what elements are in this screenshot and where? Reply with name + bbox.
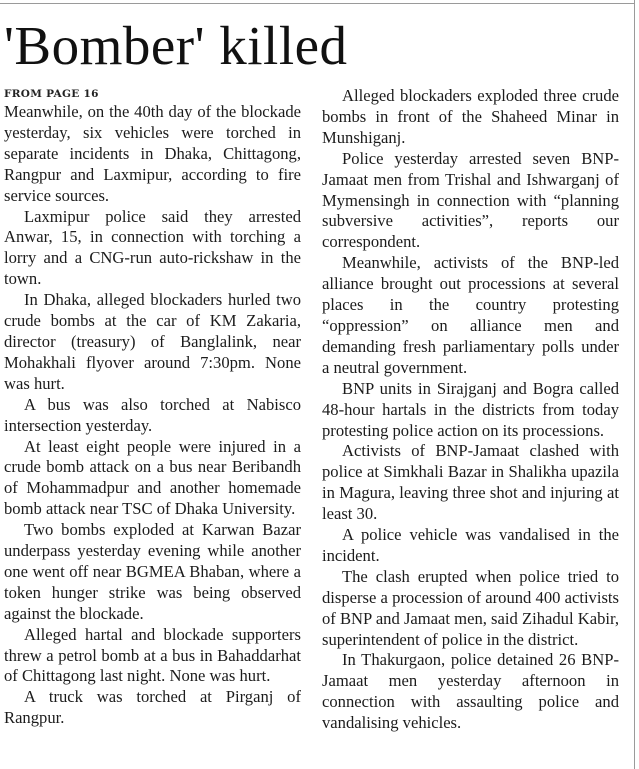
article-body [4, 86, 622, 769]
paragraph: Two bombs exploded at Karwan Bazar underpass yesterday evening while another one went off near BGMEA Bhaban, where a token hunger strike was being observed against the blockade. [4, 520, 301, 623]
paragraph: Meanwhile, activists of the BNP-led alliance brought out processions at several places in the country protesting “oppression” on alliance men and demanding fresh parliamentary polls under a neutral government. [322, 253, 619, 377]
paragraph: A bus was also torched at Nabisco intersection yesterday. [4, 394, 301, 435]
paragraph: Laxmipur police said they arrested Anwar, 15, in connection with torching a lorry and a CNG-run auto-rickshaw in the town. [4, 206, 301, 289]
paragraph: In Thakurgaon, police detained 26 BNP-Jamaat men yesterday afternoon in connection with assaulting police and vandalising vehicles. [322, 650, 619, 733]
paragraph: BNP units in Sirajganj and Bogra called 48-hour hartals in the districts from today protesting police action on its processions. [322, 378, 619, 440]
paragraph: Police yesterday arrested seven BNP-Jamaat men from Trishal and Ishwarganj of Mymensingh in connection with “planning subversive activities”, reports our correspondent. [322, 148, 619, 252]
paragraph: At least eight people were injured in a crude bomb attack on a bus near Beribandh of Mohammadpur and another homemade bomb attack near TSC of Dhaka University. [4, 436, 301, 519]
article-headline: 'Bomber' killed [4, 15, 348, 76]
paragraph: A police vehicle was vandalised in the incident. [322, 525, 619, 565]
paragraph: In Dhaka, alleged blockaders hurled two crude bombs at the car of KM Zakaria, director (treasury) of Banglalink, near Mohakhali flyover around 7:30pm. None was hurt. [4, 290, 301, 393]
continuation-kicker: FROM PAGE 16 [4, 88, 99, 100]
paragraph: Activists of BNP-Jamaat clashed with police at Simkhali Bazar in Shalikha upazila in Magura, leaving three shot and injuring at least 30. [322, 441, 619, 524]
left-column [4, 86, 301, 769]
paragraph: A truck was torched at Pirganj of Rangpur. [4, 687, 301, 728]
paragraph: Alleged blockaders exploded three crude bombs in front of the Shaheed Minar in Munshiganj. [322, 86, 619, 147]
right-column [322, 86, 619, 769]
top-border-rule [0, 3, 635, 4]
paragraph: Meanwhile, on the 40th day of the blockade yesterday, six vehicles were torched in separate incidents in Dhaka, Chittagong, Rangpur and Laxmipur, according to fire service sources. [4, 102, 301, 205]
right-border-rule [634, 0, 635, 769]
paragraph: Alleged hartal and blockade supporters threw a petrol bomb at a bus in Bahaddarhat of Chittagong last night. None was hurt. [4, 624, 301, 686]
paragraph: The clash erupted when police tried to disperse a procession of around 400 activists of BNP and Jamaat men, said Zihadul Kabir, superintendent of police in the district. [322, 566, 619, 649]
